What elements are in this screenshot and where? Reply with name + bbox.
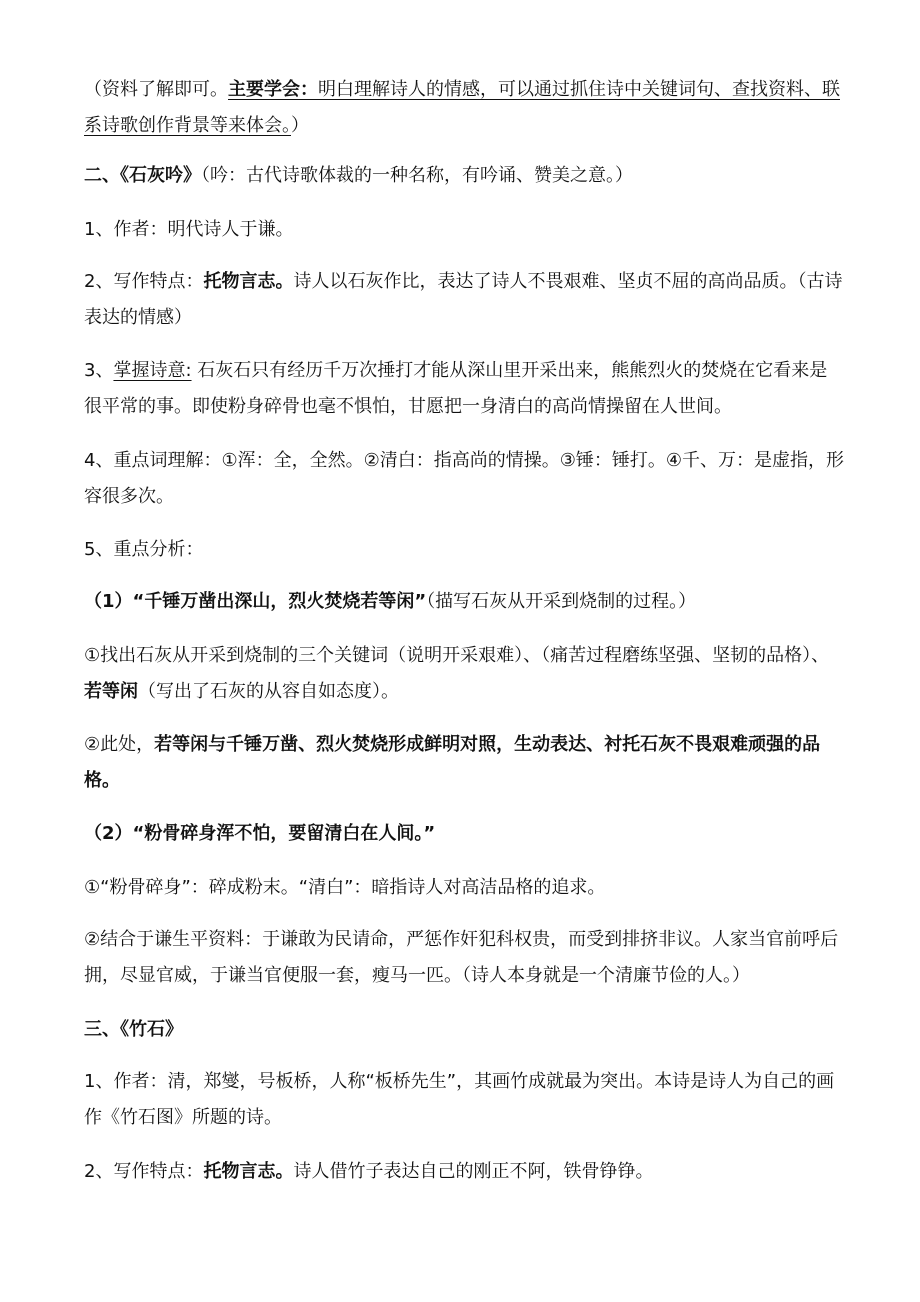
s2-q1-quote: （1）“千锤万凿出深山，烈火焚烧若等闲” <box>84 591 427 612</box>
main-learn-text: 明白理解诗人的情感，可以通过抓住诗中关键词句、查找资料、联系诗歌创作背景等来体会。 <box>84 79 840 136</box>
s2-meaning-label: 掌握诗意: <box>113 360 192 381</box>
s2-key-words: 4、重点词理解：①浑：全，全然。②清白：指高尚的情操。③锤：锤打。④千、万：是虚指，形容很多次。 <box>84 450 844 507</box>
main-learn-label: 主要学会： <box>228 79 318 100</box>
s2-q2-answer-2: ②结合于谦生平资料：于谦敢为民请命，严惩作奸犯科权贵，而受到排挤非议。人家当官前呼后拥，尽显官威，于谦当官便服一套，瘦马一匹。（诗人本身就是一个清廉节俭的人。） <box>84 929 839 986</box>
s2-q1-a1-bold: 若等闲 <box>84 681 138 702</box>
s2-q1-a2-bold: 若等闲与千锤万凿、烈火焚烧形成鲜明对照，生动表达、衬托石灰不畏艰难顽强的品格。 <box>84 734 821 791</box>
s3-feature-text: 诗人借竹子表达自己的刚正不阿，铁骨铮铮。 <box>293 1161 654 1182</box>
section-2-note: （吟：古代诗歌体裁的一种名称，有吟诵、赞美之意。） <box>201 165 633 186</box>
s2-feature-bold: 托物言志。 <box>203 271 294 292</box>
s2-q1-answer-1 <box>84 638 844 710</box>
intro-note <box>84 72 844 144</box>
s3-feature-label: 2、写作特点： <box>84 1161 204 1182</box>
intro-open: （资料了解即可。 <box>84 79 228 100</box>
section-2-heading-line <box>84 158 844 194</box>
s2-meaning-num: 3、 <box>84 360 114 381</box>
s2-q1-a1-end: （写出了石灰的从容自如态度）。 <box>138 681 399 702</box>
s2-feature-label: 2、写作特点： <box>84 271 204 292</box>
s3-author: 1、作者：清，郑燮，号板桥，人称“板桥先生”，其画竹成就最为突出。本诗是诗人为自己的画作《竹石图》所题的诗。 <box>84 1071 835 1128</box>
s2-author: 1、作者：明代诗人于谦。 <box>84 219 294 240</box>
s3-writing-feature <box>84 1154 844 1190</box>
section-2-heading: 二、《石灰吟》 <box>84 165 201 186</box>
s3-feature-bold: 托物言志。 <box>203 1161 294 1182</box>
intro-close: ） <box>291 115 309 136</box>
s2-analysis-label: 5、重点分析： <box>84 539 204 560</box>
s2-feature-text: 诗人以石灰作比，表达了诗人不畏艰难、坚贞不屈的高尚品质。（古诗表达的情感） <box>84 271 843 328</box>
s2-poem-meaning <box>84 353 844 425</box>
section-3-heading: 三、《竹石》 <box>84 1019 183 1040</box>
s2-question-1 <box>84 584 844 620</box>
s2-meaning-text: 石灰石只有经历千万次捶打才能从深山里开采出来，熊熊烈火的焚烧在它看来是很平常的事。即使粉身碎骨也毫不惧怕，甘愿把一身清白的高尚情操留在人世间。 <box>84 360 828 417</box>
s2-q2-answer-1: ①“粉骨碎身”：碎成粉末。“清白”：暗指诗人对高洁品格的追求。 <box>84 877 606 898</box>
s2-writing-feature <box>84 264 844 336</box>
s2-q1-a2-lead: ②此处， <box>84 734 155 755</box>
s2-q1-note: （描写石灰从开采到烧制的过程。） <box>426 591 697 612</box>
s2-q1-a1-text: ①找出石灰从开采到烧制的三个关键词（说明开采艰难）、（痛苦过程磨练坚强、坚韧的品格）、 <box>84 645 830 666</box>
s2-q1-answer-2 <box>84 727 844 799</box>
s2-question-2: （2）“粉骨碎身浑不怕，要留清白在人间。” <box>84 823 436 844</box>
